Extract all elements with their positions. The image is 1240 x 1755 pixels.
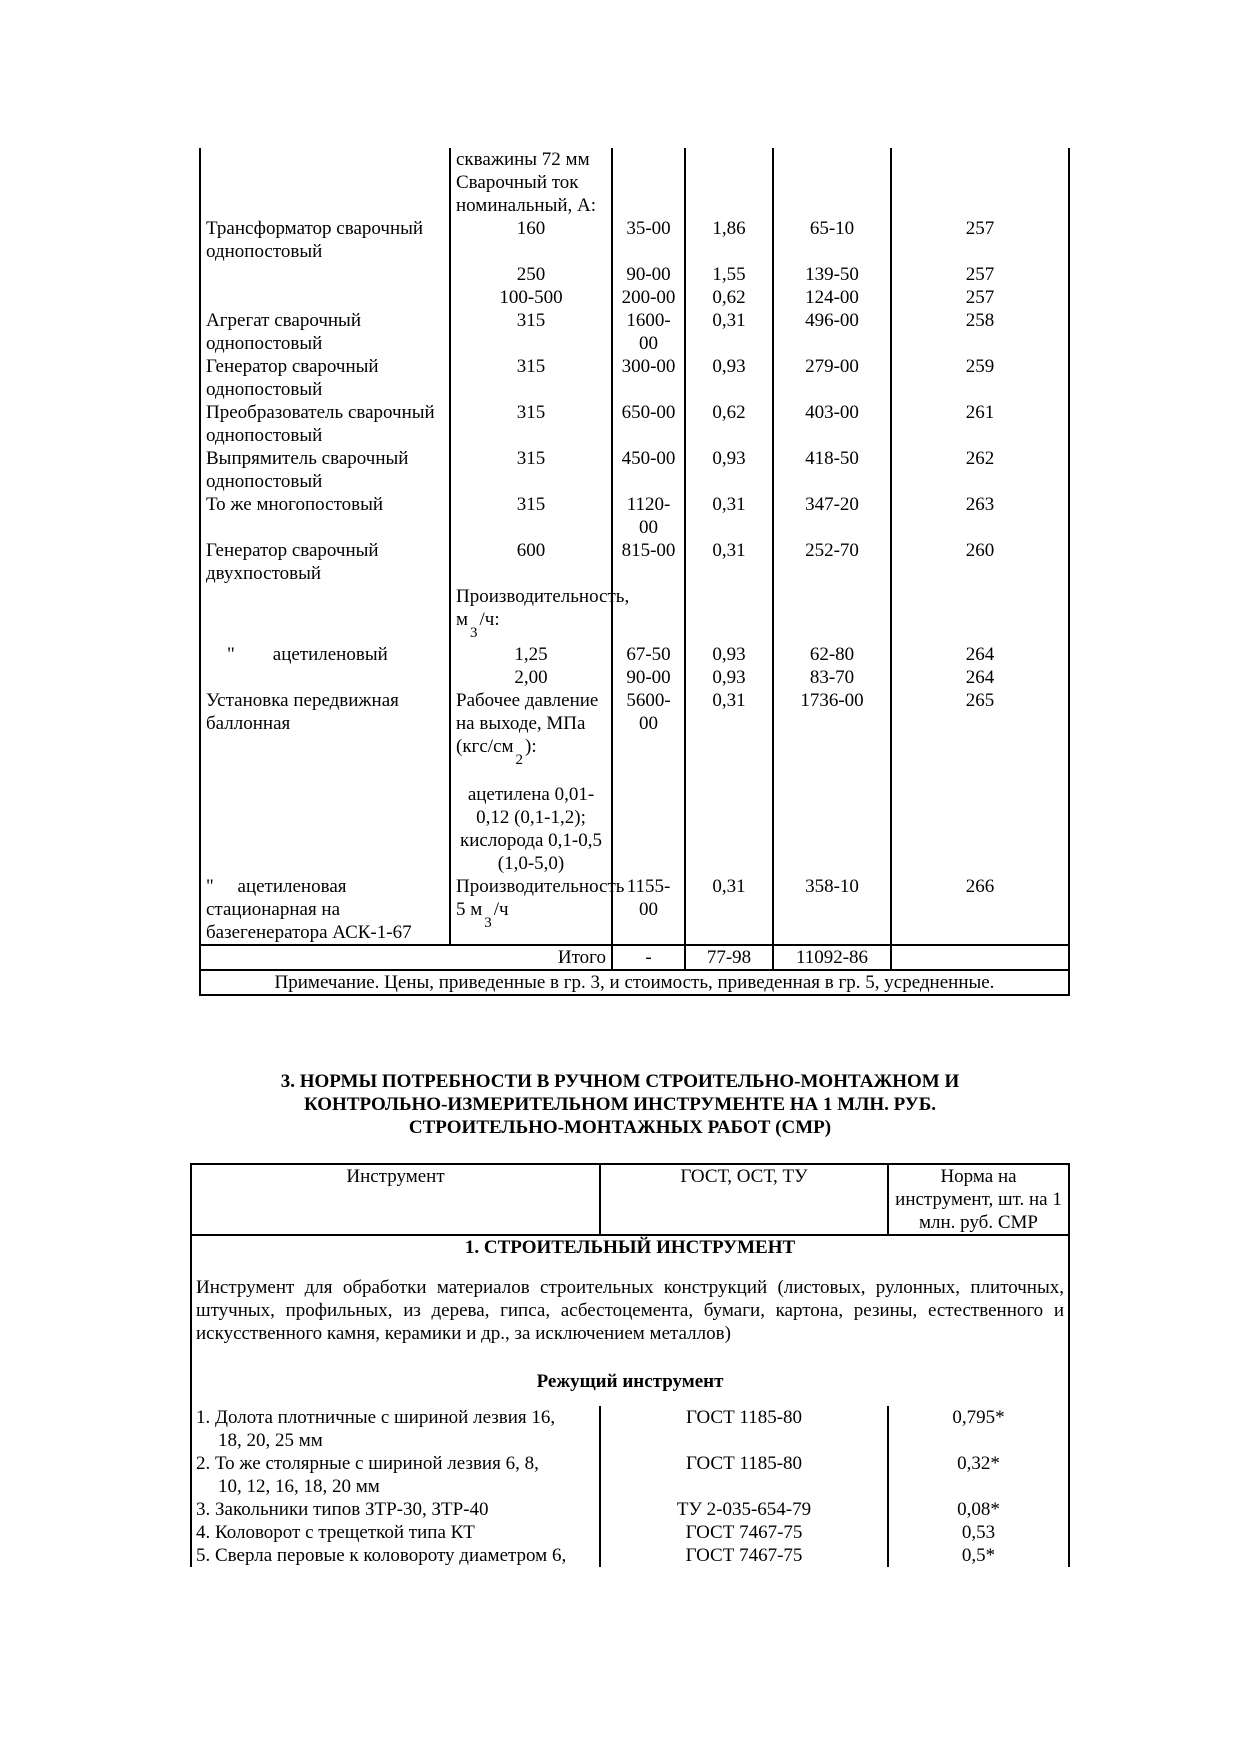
tool-name: 2. То же столярные с шириной лезвия 6, 8, 10, 12, 16, 18, 20 мм	[191, 1452, 600, 1498]
price-cell: 300-00	[612, 355, 685, 401]
param-cell: 315	[450, 447, 612, 493]
coef-cell: 0,62	[685, 286, 773, 309]
price-cell: 67-50	[612, 643, 685, 666]
param-cell: 1,25	[450, 643, 612, 666]
cost-cell: 252-70	[773, 539, 891, 585]
ref-cell: 266	[891, 875, 1069, 945]
table-row	[200, 217, 1069, 263]
ref-cell: 265	[891, 689, 1069, 875]
tool-name: 4. Коловорот с трещеткой типа КТ	[191, 1521, 600, 1544]
ref-cell: 260	[891, 539, 1069, 585]
table-row	[191, 1406, 1069, 1452]
price-cell: 815-00	[612, 539, 685, 585]
table-row	[200, 875, 1069, 945]
price-cell: 1120-00	[612, 493, 685, 539]
section-description: Инструмент для обработки материалов строительных конструкций (листовых, рулонных, плиточных, штучных, профильных, из дерева, гипса, асбестоцемента, бумаги, картона, резины, естественного и искусственного камня, керамики и др., за исключением металлов)	[191, 1259, 1069, 1345]
productivity-label: Производительность, м3/ч:	[450, 585, 612, 643]
param-cell: 315	[450, 493, 612, 539]
total-cost: 11092-86	[773, 945, 891, 970]
name-cell: Генератор сварочный двухпостовый	[200, 539, 450, 585]
param-cell: 160	[450, 217, 612, 263]
name-cell: " ацетиленовый	[200, 643, 450, 666]
table-row	[191, 1544, 1069, 1567]
cost-cell: 347-20	[773, 493, 891, 539]
tool-norm: 0,08*	[888, 1498, 1069, 1521]
ref-cell: 257	[891, 263, 1069, 286]
column-header-gost: ГОСТ, ОСТ, ТУ	[600, 1164, 888, 1235]
cost-cell: 1736-00	[773, 689, 891, 875]
cost-cell: 139-50	[773, 263, 891, 286]
table-row	[200, 643, 1069, 666]
table-row	[200, 493, 1069, 539]
cost-cell: 124-00	[773, 286, 891, 309]
table-row	[200, 585, 1069, 643]
table-row	[200, 355, 1069, 401]
tool-norm: 0,795*	[888, 1406, 1069, 1452]
table-row	[191, 1452, 1069, 1498]
table-row	[200, 148, 1069, 217]
subsection-title: Режущий инструмент	[191, 1345, 1069, 1406]
cost-cell: 418-50	[773, 447, 891, 493]
price-cell: 1600-00	[612, 309, 685, 355]
param-cell: Производительность 5 м3/ч	[450, 875, 612, 945]
price-cell: 35-00	[612, 217, 685, 263]
cost-cell: 496-00	[773, 309, 891, 355]
table-row	[200, 689, 1069, 875]
name-cell: Трансформатор сварочный однопостовый	[200, 217, 450, 263]
ref-cell: 262	[891, 447, 1069, 493]
header-row	[191, 1164, 1069, 1235]
param-cell: 315	[450, 309, 612, 355]
table-row	[191, 1498, 1069, 1521]
coef-cell: 0,31	[685, 309, 773, 355]
param-cell: 100-500	[450, 286, 612, 309]
param-cell: 315	[450, 401, 612, 447]
coef-cell: 0,93	[685, 643, 773, 666]
name-cell: Установка передвижная баллонная	[200, 689, 450, 875]
tool-gost: ТУ 2-035-654-79	[600, 1498, 888, 1521]
name-cell: " ацетиленовая стационарная на базегенератора АСК-1-67	[200, 875, 450, 945]
table-row	[200, 447, 1069, 493]
cost-cell: 403-00	[773, 401, 891, 447]
name-cell	[200, 263, 450, 286]
cost-cell: 65-10	[773, 217, 891, 263]
table-row	[200, 309, 1069, 355]
coef-cell: 0,31	[685, 689, 773, 875]
coef-cell: 0,62	[685, 401, 773, 447]
param-cell: Рабочее давление на выходе, МПа (кгс/см2): ацетилена 0,01-0,12 (0,1-1,2); кислорода 0,1-0,5 (1,0-5,0)	[450, 689, 612, 875]
cost-cell: 62-80	[773, 643, 891, 666]
table-row	[191, 1521, 1069, 1544]
price-cell	[612, 148, 685, 217]
heading-line: 3. НОРМЫ ПОТРЕБНОСТИ В РУЧНОМ СТРОИТЕЛЬНО-МОНТАЖНОМ И	[280, 1071, 960, 1092]
param-cell: скважины 72 мм Сварочный ток номинальный, А:	[450, 148, 612, 217]
param-cell: 600	[450, 539, 612, 585]
coef-cell: 0,31	[685, 493, 773, 539]
price-cell: 1155-00	[612, 875, 685, 945]
pressure-detail: ацетилена 0,01-0,12 (0,1-1,2); кислорода 0,1-0,5 (1,0-5,0)	[460, 784, 602, 874]
table-row	[200, 401, 1069, 447]
tool-name: 1. Долота плотничные с шириной лезвия 16, 18, 20, 25 мм	[191, 1406, 600, 1452]
price-cell: 5600-00	[612, 689, 685, 875]
name-cell: То же многопостовый	[200, 493, 450, 539]
tool-gost: ГОСТ 7467-75	[600, 1544, 888, 1567]
tool-gost: ГОСТ 7467-75	[600, 1521, 888, 1544]
column-header-tool: Инструмент	[191, 1164, 600, 1235]
price-cell: 650-00	[612, 401, 685, 447]
total-price: -	[612, 945, 685, 970]
price-cell: 90-00	[612, 666, 685, 689]
tool-norms-table	[190, 1163, 1070, 1567]
total-row	[200, 945, 1069, 970]
ref-cell: 259	[891, 355, 1069, 401]
table-row	[200, 666, 1069, 689]
section-heading	[180, 1070, 1060, 1139]
coef-cell: 0,93	[685, 355, 773, 401]
name-cell: Преобразователь сварочный однопостовый	[200, 401, 450, 447]
coef-cell: 0,93	[685, 666, 773, 689]
total-coef: 77-98	[685, 945, 773, 970]
ref-cell: 261	[891, 401, 1069, 447]
name-cell: Выпрямитель сварочный однопостовый	[200, 447, 450, 493]
tool-norm: 0,53	[888, 1521, 1069, 1544]
param-cell: 2,00	[450, 666, 612, 689]
tool-norm: 0,5*	[888, 1544, 1069, 1567]
name-cell: Генератор сварочный однопостовый	[200, 355, 450, 401]
tool-gost: ГОСТ 1185-80	[600, 1406, 888, 1452]
coef-cell	[685, 148, 773, 217]
table-row	[200, 286, 1069, 309]
ref-cell: 263	[891, 493, 1069, 539]
coef-cell: 1,86	[685, 217, 773, 263]
coef-cell: 0,31	[685, 875, 773, 945]
ref-cell: 258	[891, 309, 1069, 355]
coef-cell: 0,93	[685, 447, 773, 493]
note-row	[200, 970, 1069, 995]
price-cell: 90-00	[612, 263, 685, 286]
price-cell: 450-00	[612, 447, 685, 493]
price-cell: 200-00	[612, 286, 685, 309]
param-cell: 250	[450, 263, 612, 286]
coef-cell: 1,55	[685, 263, 773, 286]
ref-cell	[891, 148, 1069, 217]
column-header-norm: Норма на инструмент, шт. на 1 млн. руб. СМР	[888, 1164, 1069, 1235]
ref-cell: 264	[891, 666, 1069, 689]
section-title: 1. СТРОИТЕЛЬНЫЙ ИНСТРУМЕНТ	[191, 1235, 1069, 1259]
coef-cell: 0,31	[685, 539, 773, 585]
cost-cell: 279-00	[773, 355, 891, 401]
name-cell	[200, 148, 450, 217]
heading-line: КОНТРОЛЬНО-ИЗМЕРИТЕЛЬНОМ ИНСТРУМЕНТЕ НА 1 МЛН. РУБ.	[303, 1094, 937, 1115]
tool-name: 5. Сверла перовые к коловороту диаметром 6,	[191, 1544, 600, 1567]
table-row	[200, 263, 1069, 286]
tool-name: 3. Закольники типов ЗТР-30, ЗТР-40	[191, 1498, 600, 1521]
total-label: Итого	[200, 945, 612, 970]
table-row	[200, 539, 1069, 585]
equipment-table	[199, 148, 1070, 996]
ref-cell: 264	[891, 643, 1069, 666]
tool-gost: ГОСТ 1185-80	[600, 1452, 888, 1498]
name-cell	[200, 286, 450, 309]
name-cell: Агрегат сварочный однопостовый	[200, 309, 450, 355]
param-cell: 315	[450, 355, 612, 401]
heading-line: СТРОИТЕЛЬНО-МОНТАЖНЫХ РАБОТ (СМР)	[408, 1117, 832, 1138]
ref-cell: 257	[891, 217, 1069, 263]
tool-norm: 0,32*	[888, 1452, 1069, 1498]
ref-cell: 257	[891, 286, 1069, 309]
cost-cell: 358-10	[773, 875, 891, 945]
cost-cell: 83-70	[773, 666, 891, 689]
total-ref	[891, 945, 1069, 970]
cost-cell	[773, 148, 891, 217]
table-note: Примечание. Цены, приведенные в гр. 3, и стоимость, приведенная в гр. 5, усредненные.	[200, 970, 1069, 995]
